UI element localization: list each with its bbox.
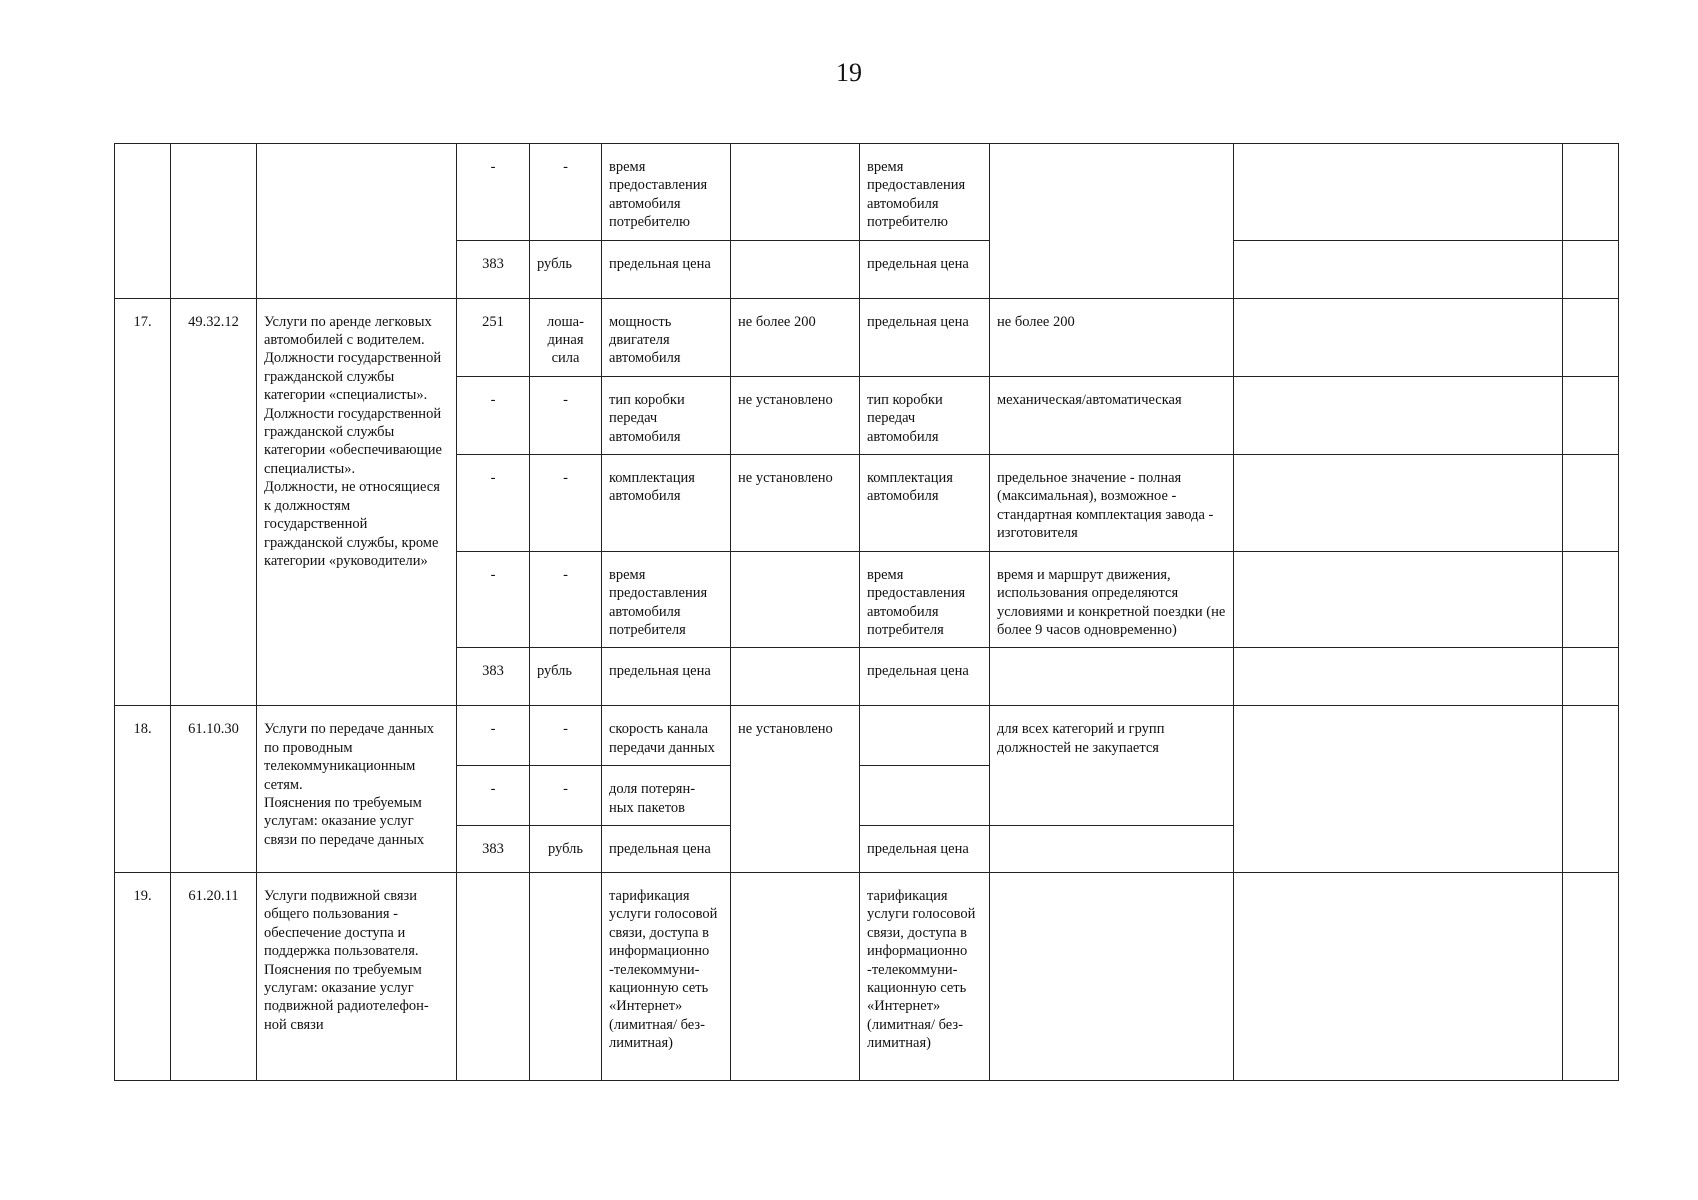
okpd-code-cell xyxy=(171,144,257,299)
table-row xyxy=(115,298,1619,376)
value-cell: не установлено xyxy=(731,376,860,454)
characteristic-cell-2 xyxy=(860,766,990,826)
description-cell xyxy=(257,144,457,299)
okpd-code-cell: 49.32.12 xyxy=(171,298,257,706)
unit-cell: - xyxy=(530,376,602,454)
extra-cell xyxy=(1563,706,1619,873)
table-row xyxy=(115,144,1619,241)
okei-code-cell: - xyxy=(457,144,530,241)
okei-code-cell: - xyxy=(457,551,530,648)
value-cell: не установлено xyxy=(731,455,860,552)
characteristic-cell: комплектация автомобиля xyxy=(602,455,731,552)
unit-cell: лоша- диная сила xyxy=(530,298,602,376)
justification-cell xyxy=(1234,706,1563,873)
value-cell xyxy=(731,872,860,1080)
extra-cell xyxy=(1563,144,1619,241)
characteristic-cell: предельная цена xyxy=(602,648,731,706)
characteristic-cell: предельная цена xyxy=(602,825,731,872)
justification-cell xyxy=(1234,298,1563,376)
okei-code-cell xyxy=(457,872,530,1080)
unit-cell: - xyxy=(530,144,602,241)
okei-code-cell: - xyxy=(457,455,530,552)
description-cell: Услуги по передаче данных по проводным телекоммуникационным сетям. Пояснения по требуемым услугам: оказание услуг связи по передаче данных xyxy=(257,706,457,873)
value-cell-2: время и маршрут движения, использования определяются условиями и конкретной поездки (не более 9 часов одновременно) xyxy=(990,551,1234,648)
extra-cell xyxy=(1563,298,1619,376)
okei-code-cell: - xyxy=(457,766,530,826)
justification-cell xyxy=(1234,872,1563,1080)
characteristic-cell: время предоставления автомобиля потребителю xyxy=(602,144,731,241)
okei-code-cell: - xyxy=(457,376,530,454)
characteristic-cell: предельная цена xyxy=(602,240,731,298)
characteristic-cell-2: предельная цена xyxy=(860,240,990,298)
description-cell: Услуги подвижной связи общего пользования - обеспечение доступа и поддержка пользователя. Пояснения по требуемым услугам: оказание услуг подвижной радиотелефон- ной связи xyxy=(257,872,457,1080)
justification-cell xyxy=(1234,240,1563,298)
justification-cell xyxy=(1234,648,1563,706)
description-cell: Услуги по аренде легковых автомобилей с водителем. Должности государственной гражданской службы категории «специалисты». Должности государственной гражданской службы категории «обеспечивающие специалисты». Должности, не относящиеся к должностям государственной гражданской службы, кроме категории «руководители» xyxy=(257,298,457,706)
okpd-code-cell: 61.10.30 xyxy=(171,706,257,873)
justification-cell xyxy=(1234,144,1563,241)
characteristic-cell-2: время предоставления автомобиля потребителя xyxy=(860,551,990,648)
item-number-cell: 17. xyxy=(115,298,171,706)
characteristic-cell: время предоставления автомобиля потребителя xyxy=(602,551,731,648)
okei-code-cell: 383 xyxy=(457,648,530,706)
table-row xyxy=(115,706,1619,766)
justification-cell xyxy=(1234,455,1563,552)
value-cell-2: не более 200 xyxy=(990,298,1234,376)
characteristic-cell: доля потерян- ных пакетов xyxy=(602,766,731,826)
extra-cell xyxy=(1563,376,1619,454)
characteristic-cell: тип коробки передач автомобиля xyxy=(602,376,731,454)
item-number-cell: 18. xyxy=(115,706,171,873)
characteristic-cell: мощность двигателя автомобиля xyxy=(602,298,731,376)
characteristic-cell: скорость канала передачи данных xyxy=(602,706,731,766)
extra-cell xyxy=(1563,872,1619,1080)
characteristic-cell-2: комплектация автомобиля xyxy=(860,455,990,552)
okei-code-cell: 251 xyxy=(457,298,530,376)
value-cell xyxy=(731,551,860,648)
value-cell xyxy=(731,240,860,298)
unit-cell: - xyxy=(530,766,602,826)
unit-cell: рубль xyxy=(530,648,602,706)
value-cell-2 xyxy=(990,648,1234,706)
justification-cell xyxy=(1234,551,1563,648)
unit-cell: - xyxy=(530,551,602,648)
page-number: 19 xyxy=(836,58,862,87)
characteristic-cell-2 xyxy=(860,706,990,766)
extra-cell xyxy=(1563,455,1619,552)
extra-cell xyxy=(1563,240,1619,298)
characteristic-cell: тарификация услуги голосовой связи, доступа в информационно -телекоммуни- кационную сеть «Интернет» (лимитная/ без- лимитная) xyxy=(602,872,731,1080)
characteristic-cell-2: предельная цена xyxy=(860,825,990,872)
value-cell-2 xyxy=(990,144,1234,299)
characteristic-cell-2: время предоставления автомобиля потребителю xyxy=(860,144,990,241)
unit-cell xyxy=(530,872,602,1080)
characteristic-cell-2: тип коробки передач автомобиля xyxy=(860,376,990,454)
value-cell: не более 200 xyxy=(731,298,860,376)
value-cell: не установлено xyxy=(731,706,860,873)
okei-code-cell: - xyxy=(457,706,530,766)
value-cell-2 xyxy=(990,872,1234,1080)
okei-code-cell: 383 xyxy=(457,825,530,872)
okpd-code-cell: 61.20.11 xyxy=(171,872,257,1080)
unit-cell: - xyxy=(530,455,602,552)
value-cell-2 xyxy=(990,825,1234,872)
justification-cell xyxy=(1234,376,1563,454)
extra-cell xyxy=(1563,648,1619,706)
value-cell-2: механическая/автоматическая xyxy=(990,376,1234,454)
unit-cell: рубль xyxy=(530,240,602,298)
table-row xyxy=(115,872,1619,1080)
item-number-cell: 19. xyxy=(115,872,171,1080)
item-number-cell xyxy=(115,144,171,299)
characteristic-cell-2: предельная цена xyxy=(860,298,990,376)
characteristic-cell-2: тарификация услуги голосовой связи, доступа в информационно -телекоммуни- кационную сеть «Интернет» (лимитная/ без- лимитная) xyxy=(860,872,990,1080)
okei-code-cell: 383 xyxy=(457,240,530,298)
unit-cell: - xyxy=(530,706,602,766)
unit-cell: рубль xyxy=(530,825,602,872)
extra-cell xyxy=(1563,551,1619,648)
value-cell xyxy=(731,144,860,241)
requirements-table xyxy=(114,143,1619,1081)
value-cell-2: предельное значение - полная (максимальная), возможное - стандартная комплектация завода - изготовителя xyxy=(990,455,1234,552)
value-cell-2: для всех категорий и групп должностей не закупается xyxy=(990,706,1234,826)
characteristic-cell-2: предельная цена xyxy=(860,648,990,706)
value-cell xyxy=(731,648,860,706)
